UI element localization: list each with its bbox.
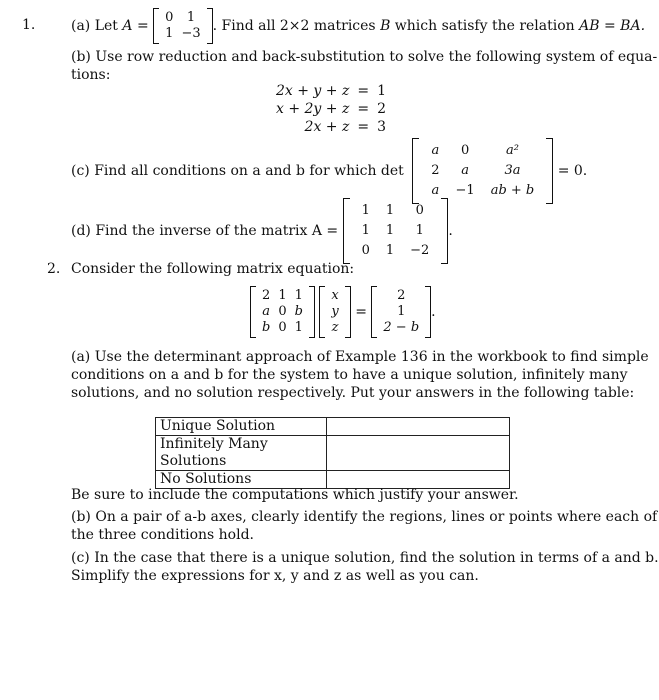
- answer-table-label: Infinitely Many Solutions: [156, 436, 327, 471]
- matrix-c-cell: ab + b: [490, 183, 535, 198]
- matrix-d-cell: 1: [385, 223, 395, 238]
- matrix-d-cell: 1: [361, 223, 370, 238]
- matrix-c-cell: −1: [455, 183, 475, 198]
- problem-2a-line: (a) Use the determinant approach of Example 136 in the workbook to find simple: [71, 349, 649, 365]
- matrix-equation: 2 1 1 a 0 b b 0 1 x y z = 2 1 2 − b .: [250, 284, 436, 340]
- matrix-a: [153, 8, 212, 44]
- problem-2b-paragraph: [71, 508, 658, 544]
- equation-lhs: 2x + y + z: [276, 83, 350, 99]
- problem-1a-text2: which satisfy the relation: [390, 18, 580, 34]
- problem-1c-post: = 0.: [557, 163, 588, 179]
- equation-equals: =: [357, 83, 370, 99]
- matrix-d-cell: 0: [415, 203, 424, 218]
- equation-system: [272, 82, 390, 136]
- matrix-d-cell: 1: [361, 203, 370, 218]
- coefficient-matrix-cell: b: [294, 304, 303, 319]
- equation-lhs: 2x + z: [304, 119, 350, 135]
- problem-2-number: 2.: [47, 261, 61, 277]
- equation-rhs: 3: [377, 119, 387, 135]
- matrix-a-cell: −3: [181, 26, 201, 41]
- coefficient-matrix-cell: 1: [278, 288, 287, 303]
- problem-2c-line: Simplify the expressions for x, y and z as well as you can.: [71, 568, 479, 584]
- variable-vector-cell: y: [331, 304, 339, 319]
- coefficient-matrix: [250, 286, 315, 338]
- variable-vector: [319, 286, 350, 338]
- coefficient-matrix-cell: b: [262, 320, 271, 335]
- equals-sign: =: [355, 304, 367, 320]
- matrix-c-cell: a: [431, 143, 440, 158]
- be-sure-text: Be sure to include the computations which justify your answer.: [71, 487, 519, 503]
- variable-vector-cell: x: [331, 288, 339, 303]
- answer-table-blank-cell[interactable]: [327, 418, 510, 436]
- equation-row: [272, 100, 390, 118]
- answer-table-row: [156, 436, 510, 471]
- problem-2-intro: Consider the following matrix equation:: [71, 261, 355, 277]
- problem-1c-text: (c) Find all conditions on a and b for which det: [71, 163, 404, 179]
- rhs-vector-cell: 2 − b: [383, 320, 420, 335]
- matrix-d: [343, 198, 449, 264]
- coefficient-matrix-cell: 1: [294, 288, 303, 303]
- problem-2a-paragraph: [71, 348, 649, 402]
- coefficient-matrix-cell: 2: [262, 288, 271, 303]
- coefficient-matrix-cell: 0: [278, 304, 287, 319]
- rhs-vector-cell: 1: [397, 304, 406, 319]
- matrix-c-cell: 2: [431, 163, 440, 178]
- matrix-c-cell: 0: [460, 143, 470, 158]
- equation-equals: =: [357, 119, 370, 135]
- problem-2c-paragraph: [71, 549, 659, 585]
- coefficient-matrix-cell: 1: [294, 320, 303, 335]
- matrix-b-symbol: B: [380, 18, 391, 34]
- problem-2a-line: solutions, and no solution respectively. Put your answers in the following table:: [71, 385, 635, 401]
- matrix-d-cell: 1: [385, 203, 395, 218]
- answer-table-row: [156, 418, 510, 436]
- answer-table-label: Unique Solution: [156, 418, 327, 436]
- rhs-vector-cell: 2: [397, 288, 406, 303]
- matrix-c-cell: a: [461, 163, 469, 178]
- matrix-c-cell: a: [431, 183, 440, 198]
- relation: AB = BA.: [579, 18, 646, 34]
- matrix-a-cell: 1: [165, 26, 174, 41]
- matrix-c-cell: a²: [506, 143, 519, 158]
- matrix-c: [412, 138, 553, 204]
- coefficient-matrix-cell: a: [262, 304, 271, 319]
- equation-equals: =: [357, 101, 370, 117]
- problem-2b-line: the three conditions hold.: [71, 527, 254, 543]
- problem-1b-line2: tions:: [71, 67, 111, 83]
- answer-table-blank-cell[interactable]: [327, 436, 510, 471]
- problem-1b-line1: (b) Use row reduction and back-substitution to solve the following system of equa-: [71, 49, 658, 65]
- rhs-vector: [371, 286, 431, 338]
- problem-2b-line: (b) On a pair of a-b axes, clearly identify the regions, lines or points where each of: [71, 509, 658, 525]
- equation-row: [272, 82, 390, 100]
- problem-1c-line: [71, 138, 587, 204]
- problem-1-number: 1.: [22, 17, 36, 33]
- matrix-d-cell: 1: [415, 223, 424, 238]
- equation-lhs: x + 2y + z: [276, 101, 350, 117]
- answer-table: [155, 417, 510, 489]
- problem-1d-line: [71, 198, 453, 264]
- matrix-a-symbol: A: [122, 18, 133, 34]
- matrix-a-cell: 1: [186, 10, 196, 25]
- variable-vector-cell: z: [331, 320, 339, 335]
- equation-rhs: 2: [377, 101, 387, 117]
- matrix-a-cell: 0: [165, 10, 174, 25]
- equation-rhs: 1: [377, 83, 387, 99]
- problem-2c-line: (c) In the case that there is a unique solution, find the solution in terms of a and b.: [71, 550, 659, 566]
- problem-1a-prefix: (a) Let: [71, 18, 123, 34]
- coefficient-matrix-cell: 0: [278, 320, 287, 335]
- matrix-d-cell: −2: [410, 243, 430, 258]
- problem-1a-line: (a) Let A = 0 1 1 −3 . Find all 2×2 matrices B which satisfy the relation AB = BA.: [71, 8, 645, 44]
- problem-2a-line: conditions on a and b for the system to have a unique solution, infinitely many: [71, 367, 628, 383]
- problem-1d-post: .: [448, 223, 453, 239]
- matrix-c-cell: 3a: [504, 163, 521, 178]
- matrix-d-cell: 0: [361, 243, 370, 258]
- problem-1d-text: (d) Find the inverse of the matrix A =: [71, 223, 339, 239]
- problem-1a-text: . Find all 2×2 matrices: [212, 18, 381, 34]
- answer-table-label: No Solutions: [156, 471, 327, 489]
- equation-row: [272, 118, 390, 136]
- matrix-d-cell: 1: [385, 243, 395, 258]
